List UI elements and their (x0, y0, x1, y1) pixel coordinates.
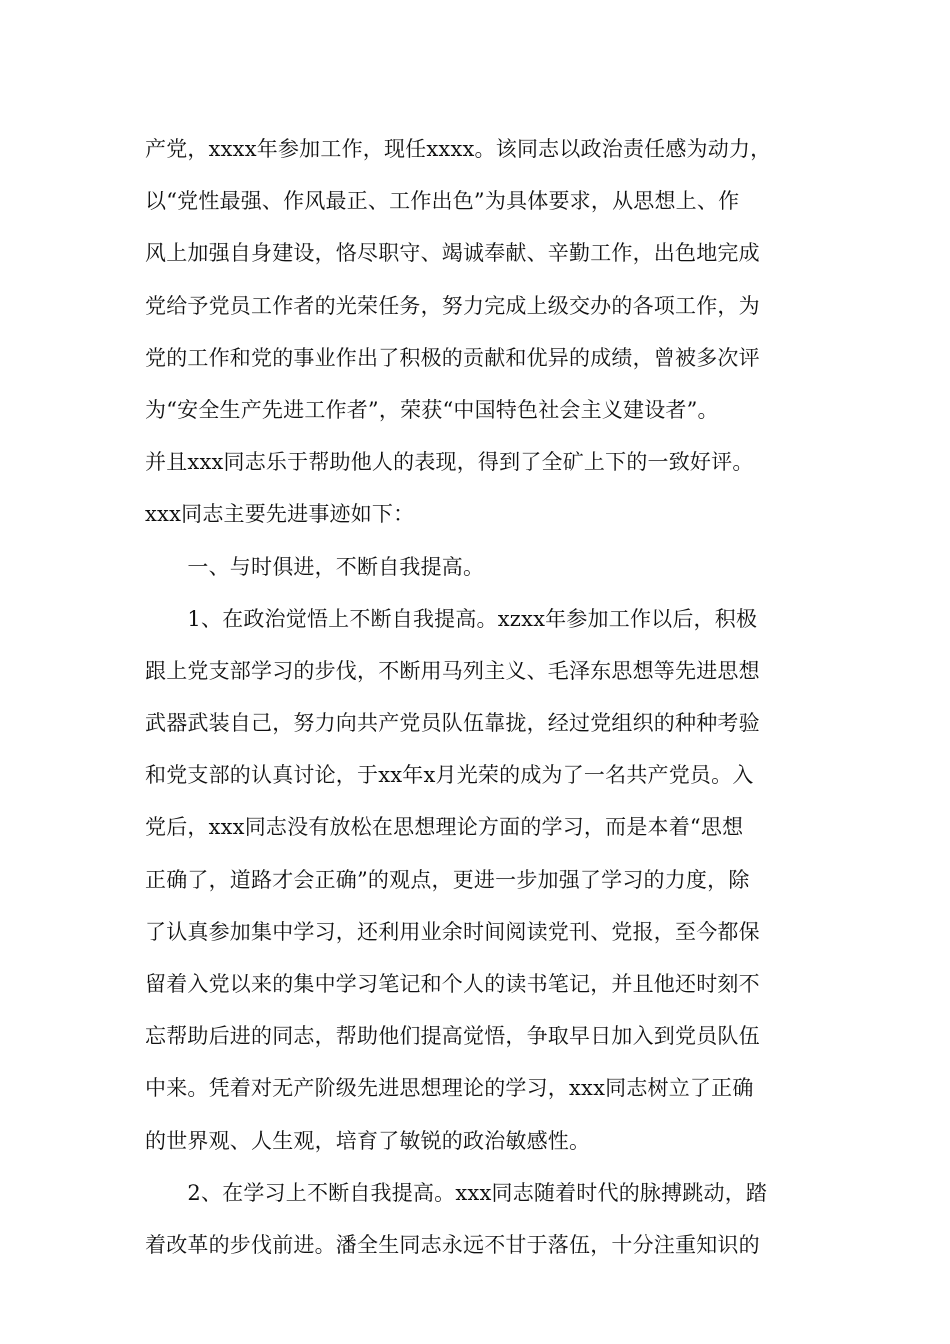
text-line: 中来。凭着对无产阶级先进思想理论的学习，xxx同志树立了正确 (145, 1076, 754, 1101)
text-line: 和党支部的认真讨论，于xx年x月光荣的成为了一名共产党员。入 (145, 763, 754, 788)
text-line: 为“安全生产先进工作者”，荣获“中国特色社会主义建设者”。 (145, 397, 719, 422)
text-line: 风上加强自身建设，恪尽职守、竭诚奉献、辛勤工作，出色地完成 (145, 241, 760, 266)
text-line: 正确了，道路才会正确”的观点，更进一步加强了学习的力度，除 (145, 867, 750, 892)
section-heading: 一、与时俱进，不断自我提高。 (145, 554, 485, 579)
text-line: 跟上党支部学习的步伐，不断用马列主义、毛泽东思想等先进思想 (145, 658, 760, 683)
text-line: 党给予党员工作者的光荣任务，努力完成上级交办的各项工作，为 (145, 293, 760, 318)
text-line: 着改革的步伐前进。潘全生同志永远不甘于落伍，十分注重知识的 (145, 1232, 760, 1257)
text-line: 党的工作和党的事业作出了积极的贡献和优异的成绩，曾被多次评 (145, 345, 760, 370)
text-line: 忘帮助后进的同志，帮助他们提高觉悟，争取早日加入到党员队伍 (145, 1024, 760, 1049)
text-line: 留着入党以来的集中学习笔记和个人的读书笔记，并且他还时刻不 (145, 972, 760, 996)
text-line: 党后，xxx同志没有放松在思想理论方面的学习，而是本着“思想 (145, 815, 744, 840)
text-line: xxx同志主要先进事迹如下： (145, 502, 415, 527)
text-line: 了认真参加集中学习，还利用业余时间阅读党刊、党报，至今都保 (145, 919, 760, 944)
text-line: 2、在学习上不断自我提高。xxx同志随着时代的脉搏跳动，踏 (145, 1180, 768, 1205)
text-line: 的世界观、人生观，培育了敏锐的政治敏感性。 (145, 1128, 591, 1153)
text-line: 武器武装自己，努力向共产党员队伍靠拢，经过党组织的种种考验 (145, 711, 760, 736)
text-line: 并且xxx同志乐于帮助他人的表现，得到了全矿上下的一致好评。 (145, 450, 754, 475)
text-line: 1、在政治觉悟上不断自我提高。xzxx年参加工作以后，积极 (145, 606, 758, 631)
text-line: 以“党性最强、作风最正、工作出色”为具体要求，从思想上、作 (145, 189, 740, 214)
document-body (145, 132, 835, 1280)
text-line: 产党，xxxx年参加工作，现任xxxx。该同志以政治责任感为动力， (145, 137, 772, 161)
